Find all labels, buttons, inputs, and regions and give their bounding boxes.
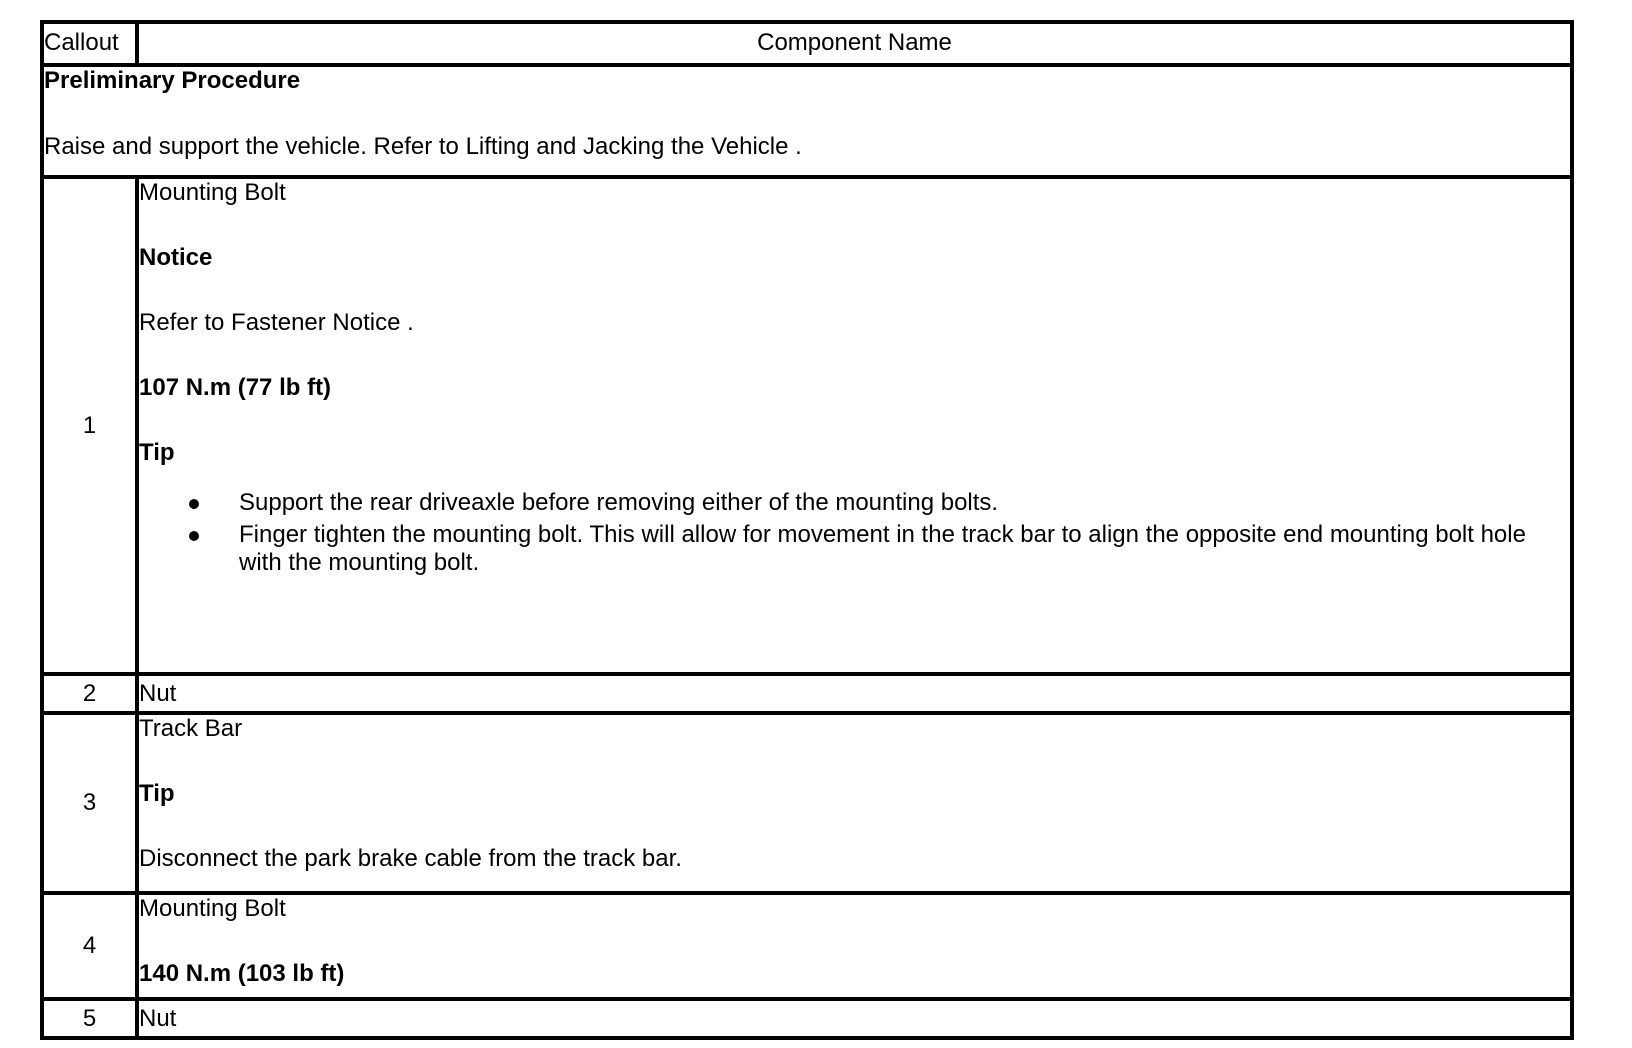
callout-number: 1 xyxy=(42,177,137,674)
preliminary-cell xyxy=(42,65,1572,177)
callout-number: 3 xyxy=(42,713,137,893)
list-item xyxy=(139,521,1570,577)
tip-label: Tip xyxy=(139,779,175,807)
table-row xyxy=(42,999,1572,1038)
callout-number: 4 xyxy=(42,893,137,1000)
table-row xyxy=(42,893,1572,1000)
bullet-icon xyxy=(189,531,199,541)
procedure-table xyxy=(40,20,1574,1040)
callout-number: 5 xyxy=(42,999,137,1038)
tip-text: Support the rear driveaxle before removing either of the mounting bolts. xyxy=(239,489,999,517)
torque-spec: 107 N.m (77 lb ft) xyxy=(139,374,332,402)
table-row xyxy=(42,674,1572,713)
component-cell xyxy=(137,893,1572,1000)
tip-text: Finger tighten the mounting bolt. This will allow for movement in the track bar to align the opposite end mounting bolt hole with the mounting bolt. xyxy=(239,521,1526,577)
table-header-row xyxy=(42,22,1572,65)
callout-number: 2 xyxy=(42,674,137,713)
torque-spec: 140 N.m (103 lb ft) xyxy=(139,959,345,987)
tip-text: Disconnect the park brake cable from the track bar. xyxy=(139,844,682,872)
bullet-icon xyxy=(189,499,199,509)
preliminary-text: Raise and support the vehicle. Refer to Lifting and Jacking the Vehicle . xyxy=(44,132,802,160)
header-callout: Callout xyxy=(42,22,137,65)
component-name: Mounting Bolt xyxy=(139,894,286,922)
component-name: Mounting Bolt xyxy=(139,179,286,207)
notice-text: Refer to Fastener Notice . xyxy=(139,309,414,337)
component-name: Nut xyxy=(137,674,1572,713)
tip-label: Tip xyxy=(139,439,175,467)
table-row xyxy=(42,713,1572,893)
list-item xyxy=(139,489,1570,517)
component-cell xyxy=(137,177,1572,674)
tip-list xyxy=(139,489,1570,577)
component-cell xyxy=(137,713,1572,893)
component-name: Nut xyxy=(137,999,1572,1038)
preliminary-row xyxy=(42,65,1572,177)
table-row xyxy=(42,177,1572,674)
header-component-name: Component Name xyxy=(137,22,1572,65)
preliminary-title: Preliminary Procedure xyxy=(44,66,301,94)
notice-label: Notice xyxy=(139,244,213,272)
component-name: Track Bar xyxy=(139,714,243,742)
